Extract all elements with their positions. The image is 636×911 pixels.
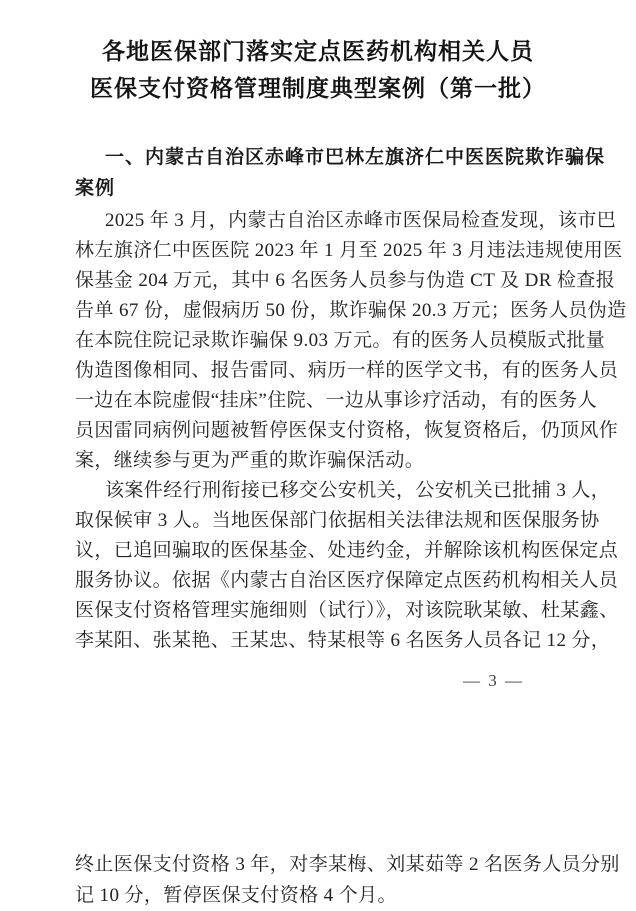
paragraph [75, 476, 619, 656]
text-line: 案，继续参与更为严重的欺诈骗保活动。 [75, 450, 425, 471]
text-line: 告单 67 份，虚假病历 50 份，欺诈骗保 20.3 万元；医务人员伪造 [75, 300, 627, 321]
text-line: 员因雷同病例问题被暂停医保支付资格，恢复资格后，仍顶风作 [75, 420, 619, 441]
document-title-line-1: 各地医保部门落实定点医药机构相关人员 [102, 38, 534, 64]
section-heading [75, 142, 606, 204]
next-page-paragraph-continuation [75, 849, 620, 911]
text-line: 伪造图像相同、报告雷同、病历一样的医学文书，有的医务人员 [75, 360, 619, 381]
text-line: 2025 年 3 月，内蒙古自治区赤峰市医保局检查发现，该市巴 [105, 210, 617, 231]
paragraph [75, 206, 627, 476]
text-line: 该案件经行刑衔接已移交公安机关，公安机关已批捕 3 人， [105, 480, 611, 501]
text-line: 议，已追回骗取的医保基金、处违约金，并解除该机构医保定点 [75, 540, 619, 561]
text-line: 李某阳、张某艳、王某忠、特某根等 6 名医务人员各记 12 分， [75, 630, 611, 651]
document-body [75, 206, 627, 656]
text-line: 一、内蒙古自治区赤峰市巴林左旗济仁中医医院欺诈骗保 [105, 147, 606, 168]
text-line: 在本院住院记录欺诈骗保 9.03 万元。有的医务人员模版式批量 [75, 330, 606, 351]
text-line: 终止医保支付资格 3 年，对李某梅、刘某茹等 2 名医务人员分别 [75, 854, 620, 875]
text-line: 林左旗济仁中医医院 2023 年 1 月至 2025 年 3 月违法违规使用医 [75, 240, 623, 261]
text-line: 案例 [75, 178, 116, 199]
document-title-line-2: 医保支付资格管理制度典型案例（第一批） [90, 75, 546, 101]
text-line: 服务协议。依据《内蒙古自治区医疗保障定点医药机构相关人员 [75, 570, 619, 591]
document-title [0, 33, 636, 107]
page-number: — 3 — [463, 671, 524, 690]
text-line: 取保候审 3 人。当地医保部门依据相关法律法规和医保服务协 [75, 510, 600, 531]
text-line: 一边在本院虚假“挂床”住院、一边从事诊疗活动，有的医务人 [75, 390, 598, 411]
text-line: 医保支付资格管理实施细则（试行）》，对该院耿某敏、杜某鑫、 [75, 600, 619, 621]
text-line: 记 10 分，暂停医保支付资格 4 个月。 [75, 885, 397, 906]
text-line: 保基金 204 万元，其中 6 名医务人员参与伪造 CT 及 DR 检查报 [75, 270, 616, 291]
